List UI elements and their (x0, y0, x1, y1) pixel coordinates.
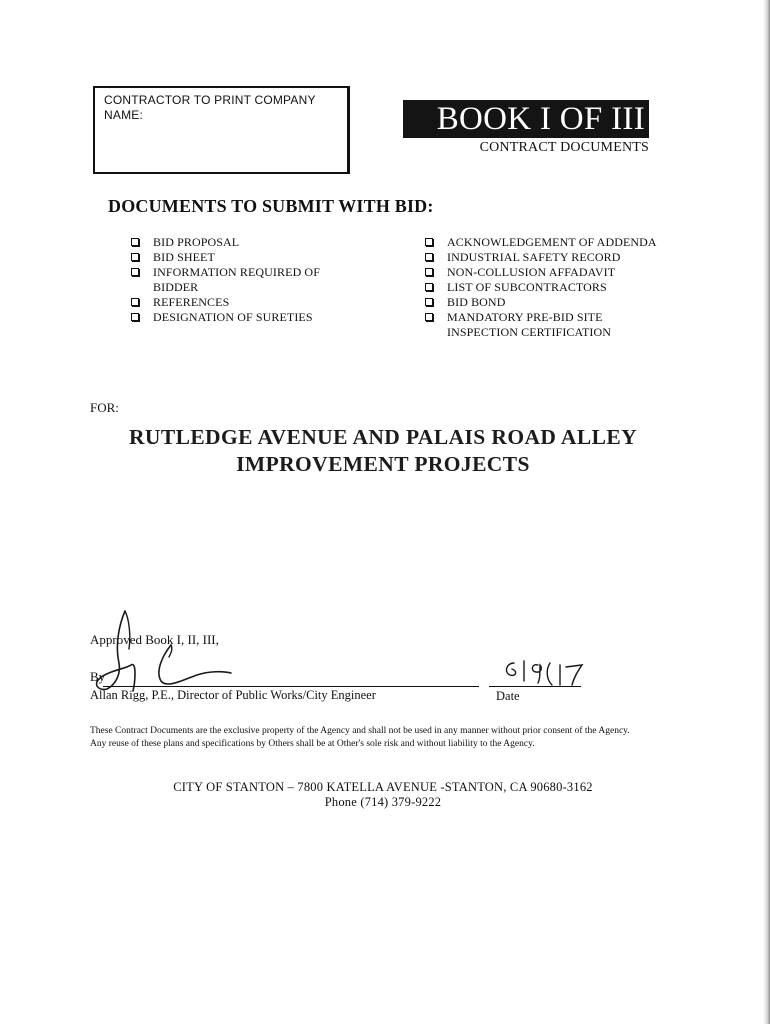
list-item-label: ACKNOWLEDGEMENT OF ADDENDA (447, 235, 657, 249)
list-item-label: REFERENCES (153, 295, 230, 309)
handwritten-signature (85, 605, 245, 697)
footer-address: CITY OF STANTON – 7800 KATELLA AVENUE -STANTON, CA 90680-3162 (173, 780, 593, 794)
disclaimer-line1: These Contract Documents are the exclusive property of the Agency and shall not be used in any manner without prior consent of the Agency. (90, 726, 630, 736)
footer-phone: Phone (714) 379-9222 (324, 795, 442, 809)
checkbox-icon (425, 283, 433, 291)
checkbox-icon (131, 238, 139, 246)
scan-edge-shadow (763, 0, 770, 1024)
list-item-label: INDUSTRIAL SAFETY RECORD (447, 250, 621, 264)
checkbox-icon (425, 298, 433, 306)
checkbox-icon (425, 253, 433, 261)
list-item-label: DESIGNATION OF SURETIES (153, 310, 313, 324)
documents-heading: DOCUMENTS TO SUBMIT WITH BID: (108, 196, 434, 216)
list-item (128, 250, 358, 265)
list-item-label: BID SHEET (153, 250, 215, 264)
list-item (422, 235, 662, 250)
disclaimer (90, 725, 680, 751)
for-label: FOR: (90, 400, 119, 415)
handwritten-date (500, 655, 592, 689)
list-item-label: BID BOND (447, 295, 506, 309)
list-item-label: NON-COLLUSION AFFADAVIT (447, 265, 616, 279)
checkbox-icon (425, 238, 433, 246)
company-label-line1: CONTRACTOR TO PRINT COMPANY (104, 93, 316, 107)
approved-text: Approved Book I, II, III, (90, 632, 219, 647)
list-item (422, 265, 662, 280)
list-item (128, 265, 358, 295)
list-item (128, 295, 358, 310)
list-item-label: MANDATORY PRE-BID SITE INSPECTION CERTIFICATION (447, 310, 612, 339)
company-name-label (104, 93, 334, 123)
signer-name: Allan Rigg, P.E., Director of Public Works/City Engineer (90, 688, 376, 702)
list-item-label: INFORMATION REQUIRED OF BIDDER (153, 265, 320, 294)
checkbox-icon (425, 268, 433, 276)
checkbox-icon (131, 298, 139, 306)
documents-list-right (422, 235, 662, 340)
checkbox-icon (131, 253, 139, 261)
checkbox-icon (425, 313, 433, 321)
date-label: Date (496, 689, 520, 703)
project-title-line1: RUTLEDGE AVENUE AND PALAIS ROAD ALLEY (128, 425, 637, 449)
book-subtitle: CONTRACT DOCUMENTS (479, 140, 649, 155)
checkbox-icon (131, 313, 139, 321)
checkbox-icon (131, 268, 139, 276)
project-title-line2: IMPROVEMENT PROJECTS (236, 452, 530, 476)
list-item (128, 310, 358, 325)
list-item (128, 235, 358, 250)
disclaimer-line2: Any reuse of these plans and specifications by Others shall be at Other's sole risk and without liability to the Agency. (90, 739, 535, 749)
list-item-label: LIST OF SUBCONTRACTORS (447, 280, 607, 294)
by-label: By (90, 669, 106, 684)
list-item (422, 250, 662, 265)
list-item-label: BID PROPOSAL (153, 235, 240, 249)
project-title (60, 424, 706, 478)
company-label-line2: NAME: (104, 108, 144, 122)
list-item (422, 280, 662, 295)
documents-list-left (128, 235, 358, 325)
book-title-banner: BOOK I OF III (403, 100, 649, 138)
list-item (422, 295, 662, 310)
list-item (422, 310, 662, 340)
